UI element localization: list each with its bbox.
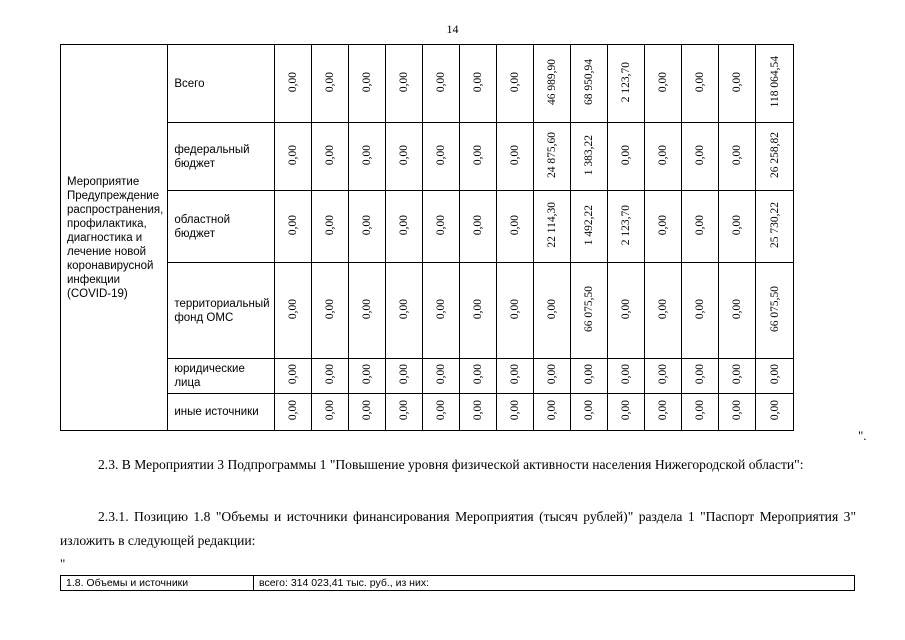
passport-row — [61, 576, 855, 591]
value-text: 0,00 — [657, 144, 670, 166]
value-text: 0,00 — [324, 298, 337, 320]
value-cell — [682, 263, 719, 359]
value-text: 0,00 — [657, 214, 670, 236]
value-cell — [719, 359, 756, 394]
value-text: 26 258,82 — [768, 132, 781, 178]
table-row — [61, 45, 794, 123]
value-cell — [608, 191, 645, 263]
value-cell — [608, 359, 645, 394]
table-row — [61, 191, 794, 263]
value-cell — [386, 123, 423, 191]
value-cell — [719, 123, 756, 191]
value-cell — [312, 394, 349, 431]
value-cell — [312, 45, 349, 123]
value-cell — [460, 45, 497, 123]
value-cell — [608, 45, 645, 123]
value-text: 25 730,22 — [768, 202, 781, 248]
funding-source-label: федеральный бюджет — [168, 123, 275, 191]
value-cell — [460, 191, 497, 263]
value-cell — [756, 359, 794, 394]
value-cell — [608, 123, 645, 191]
value-text: 0,00 — [472, 298, 485, 320]
financing-table — [60, 44, 794, 431]
value-cell — [756, 394, 794, 431]
value-text: 46 989,90 — [546, 59, 559, 105]
value-text: 0,00 — [472, 214, 485, 236]
value-cell — [571, 394, 608, 431]
table-row — [61, 123, 794, 191]
value-text: 0,00 — [398, 214, 411, 236]
value-text: 0,00 — [435, 71, 448, 93]
value-text: 2 123,70 — [620, 61, 633, 103]
value-cell — [756, 45, 794, 123]
table-row — [61, 263, 794, 359]
value-cell — [756, 123, 794, 191]
value-text: 68 950,94 — [583, 59, 596, 105]
value-text: 0,00 — [694, 214, 707, 236]
paragraph-2-3-text: 2.3. В Мероприятии 3 Подпрограммы 1 "Повышение уровня физической активности населения Нижегородской области": — [98, 457, 804, 472]
value-cell — [682, 45, 719, 123]
value-text: 24 875,60 — [546, 132, 559, 178]
value-cell — [571, 45, 608, 123]
value-cell — [756, 263, 794, 359]
value-cell — [719, 191, 756, 263]
value-text: 0,00 — [731, 364, 744, 385]
value-text: 0,00 — [472, 71, 485, 93]
value-text: 0,00 — [287, 364, 300, 385]
passport-label: 1.8. Объемы и источники — [61, 576, 254, 591]
value-cell — [386, 191, 423, 263]
value-text: 0,00 — [546, 400, 559, 421]
value-cell — [571, 263, 608, 359]
value-text: 0,00 — [435, 364, 448, 385]
value-text: 0,00 — [768, 400, 781, 421]
paragraph-2-3 — [60, 453, 856, 477]
value-text: 118 064,54 — [768, 56, 781, 108]
closing-quote: ". — [858, 428, 867, 443]
value-text: 0,00 — [472, 400, 485, 421]
value-cell — [571, 123, 608, 191]
value-cell — [534, 45, 571, 123]
value-text: 0,00 — [435, 298, 448, 320]
value-text: 0,00 — [472, 364, 485, 385]
value-cell — [275, 191, 312, 263]
value-cell — [719, 263, 756, 359]
value-cell — [386, 263, 423, 359]
value-cell — [645, 191, 682, 263]
value-text: 0,00 — [731, 214, 744, 236]
funding-source-label: юридические лица — [168, 359, 275, 394]
value-cell — [423, 263, 460, 359]
value-cell — [423, 359, 460, 394]
value-cell — [349, 263, 386, 359]
value-cell — [497, 394, 534, 431]
value-text: 0,00 — [694, 144, 707, 166]
page-number: 14 — [446, 22, 459, 36]
value-cell — [534, 263, 571, 359]
value-cell — [645, 394, 682, 431]
value-text: 0,00 — [398, 298, 411, 320]
value-text: 0,00 — [620, 364, 633, 385]
value-text: 0,00 — [509, 71, 522, 93]
value-cell — [312, 123, 349, 191]
value-text: 0,00 — [694, 400, 707, 421]
value-cell — [275, 263, 312, 359]
value-text: 0,00 — [694, 298, 707, 320]
opening-quote: " — [60, 556, 66, 571]
value-text: 0,00 — [287, 71, 300, 93]
value-text: 0,00 — [620, 400, 633, 421]
value-cell — [423, 45, 460, 123]
value-cell — [756, 191, 794, 263]
value-text: 22 114,30 — [546, 202, 559, 248]
value-text: 0,00 — [324, 214, 337, 236]
value-cell — [312, 263, 349, 359]
value-text: 1 492,22 — [583, 204, 596, 246]
value-cell — [682, 123, 719, 191]
value-cell — [423, 394, 460, 431]
value-text: 0,00 — [620, 298, 633, 320]
value-text: 0,00 — [731, 298, 744, 320]
value-cell — [349, 191, 386, 263]
value-cell — [571, 191, 608, 263]
value-cell — [497, 359, 534, 394]
value-text: 0,00 — [694, 71, 707, 93]
value-text: 1 383,22 — [583, 134, 596, 176]
value-cell — [682, 394, 719, 431]
value-cell — [571, 359, 608, 394]
value-text: 0,00 — [509, 214, 522, 236]
value-text: 0,00 — [324, 144, 337, 166]
value-text: 0,00 — [287, 144, 300, 166]
funding-source-label: территориальный фонд ОМС — [168, 263, 275, 359]
value-text: 0,00 — [509, 144, 522, 166]
value-text: 0,00 — [657, 400, 670, 421]
value-text: 0,00 — [398, 144, 411, 166]
value-cell — [275, 123, 312, 191]
value-text: 2 123,70 — [620, 204, 633, 246]
table-row — [61, 394, 794, 431]
value-cell — [497, 123, 534, 191]
value-cell — [275, 359, 312, 394]
value-cell — [275, 45, 312, 123]
value-cell — [349, 359, 386, 394]
value-text: 66 075,50 — [768, 286, 781, 332]
value-cell — [312, 359, 349, 394]
value-text: 0,00 — [472, 144, 485, 166]
value-cell — [645, 45, 682, 123]
value-cell — [460, 359, 497, 394]
value-text: 0,00 — [694, 364, 707, 385]
value-text: 0,00 — [583, 364, 596, 385]
value-cell — [608, 263, 645, 359]
value-text: 0,00 — [546, 298, 559, 320]
value-text: 0,00 — [435, 144, 448, 166]
value-cell — [719, 45, 756, 123]
value-text: 66 075,50 — [583, 286, 596, 332]
value-cell — [460, 263, 497, 359]
value-text: 0,00 — [509, 298, 522, 320]
value-text: 0,00 — [509, 364, 522, 385]
value-cell — [682, 359, 719, 394]
value-cell — [423, 191, 460, 263]
value-text: 0,00 — [546, 364, 559, 385]
value-text: 0,00 — [731, 400, 744, 421]
measure-title: Мероприятие Предупреждение распространения, профилактика, диагностика и лечение новой коронавирусной инфекции (COVID-19) — [61, 45, 168, 431]
value-text: 0,00 — [287, 298, 300, 320]
value-text: 0,00 — [657, 364, 670, 385]
value-text: 0,00 — [509, 400, 522, 421]
value-text: 0,00 — [361, 364, 374, 385]
value-cell — [534, 191, 571, 263]
value-cell — [423, 123, 460, 191]
paragraph-2-3-1-text: 2.3.1. Позицию 1.8 "Объемы и источники финансирования Мероприятия (тысяч рублей)" раздела 1 "Паспорт Мероприятия 3" изложить в следующей редакции: — [60, 509, 856, 548]
value-text: 0,00 — [731, 71, 744, 93]
value-text: 0,00 — [361, 298, 374, 320]
value-text: 0,00 — [361, 144, 374, 166]
value-cell — [386, 45, 423, 123]
value-cell — [460, 123, 497, 191]
funding-source-label: областной бюджет — [168, 191, 275, 263]
value-cell — [349, 123, 386, 191]
value-text: 0,00 — [324, 400, 337, 421]
value-cell — [386, 394, 423, 431]
value-text: 0,00 — [657, 71, 670, 93]
value-cell — [682, 191, 719, 263]
value-cell — [497, 191, 534, 263]
value-cell — [534, 359, 571, 394]
value-text: 0,00 — [361, 214, 374, 236]
value-cell — [349, 394, 386, 431]
value-text: 0,00 — [435, 400, 448, 421]
value-cell — [645, 359, 682, 394]
value-text: 0,00 — [657, 298, 670, 320]
value-cell — [719, 394, 756, 431]
passport-value: всего: 314 023,41 тыс. руб., из них: — [254, 576, 855, 591]
value-cell — [460, 394, 497, 431]
value-text: 0,00 — [287, 400, 300, 421]
passport-table — [60, 575, 855, 591]
funding-source-label: иные источники — [168, 394, 275, 431]
value-cell — [534, 394, 571, 431]
value-text: 0,00 — [435, 214, 448, 236]
value-cell — [645, 123, 682, 191]
value-text: 0,00 — [361, 71, 374, 93]
value-cell — [645, 263, 682, 359]
value-cell — [275, 394, 312, 431]
value-cell — [312, 191, 349, 263]
paragraph-2-3-1 — [60, 505, 856, 553]
value-text: 0,00 — [287, 214, 300, 236]
value-text: 0,00 — [583, 400, 596, 421]
value-text: 0,00 — [398, 400, 411, 421]
value-cell — [386, 359, 423, 394]
value-text: 0,00 — [324, 364, 337, 385]
value-text: 0,00 — [324, 71, 337, 93]
funding-source-label: Всего — [168, 45, 275, 123]
value-cell — [349, 45, 386, 123]
value-text: 0,00 — [361, 400, 374, 421]
table-row — [61, 359, 794, 394]
value-cell — [534, 123, 571, 191]
value-cell — [497, 263, 534, 359]
value-text: 0,00 — [398, 364, 411, 385]
value-text: 0,00 — [398, 71, 411, 93]
value-text: 0,00 — [768, 364, 781, 385]
value-cell — [608, 394, 645, 431]
value-text: 0,00 — [731, 144, 744, 166]
value-text: 0,00 — [620, 144, 633, 166]
value-cell — [497, 45, 534, 123]
